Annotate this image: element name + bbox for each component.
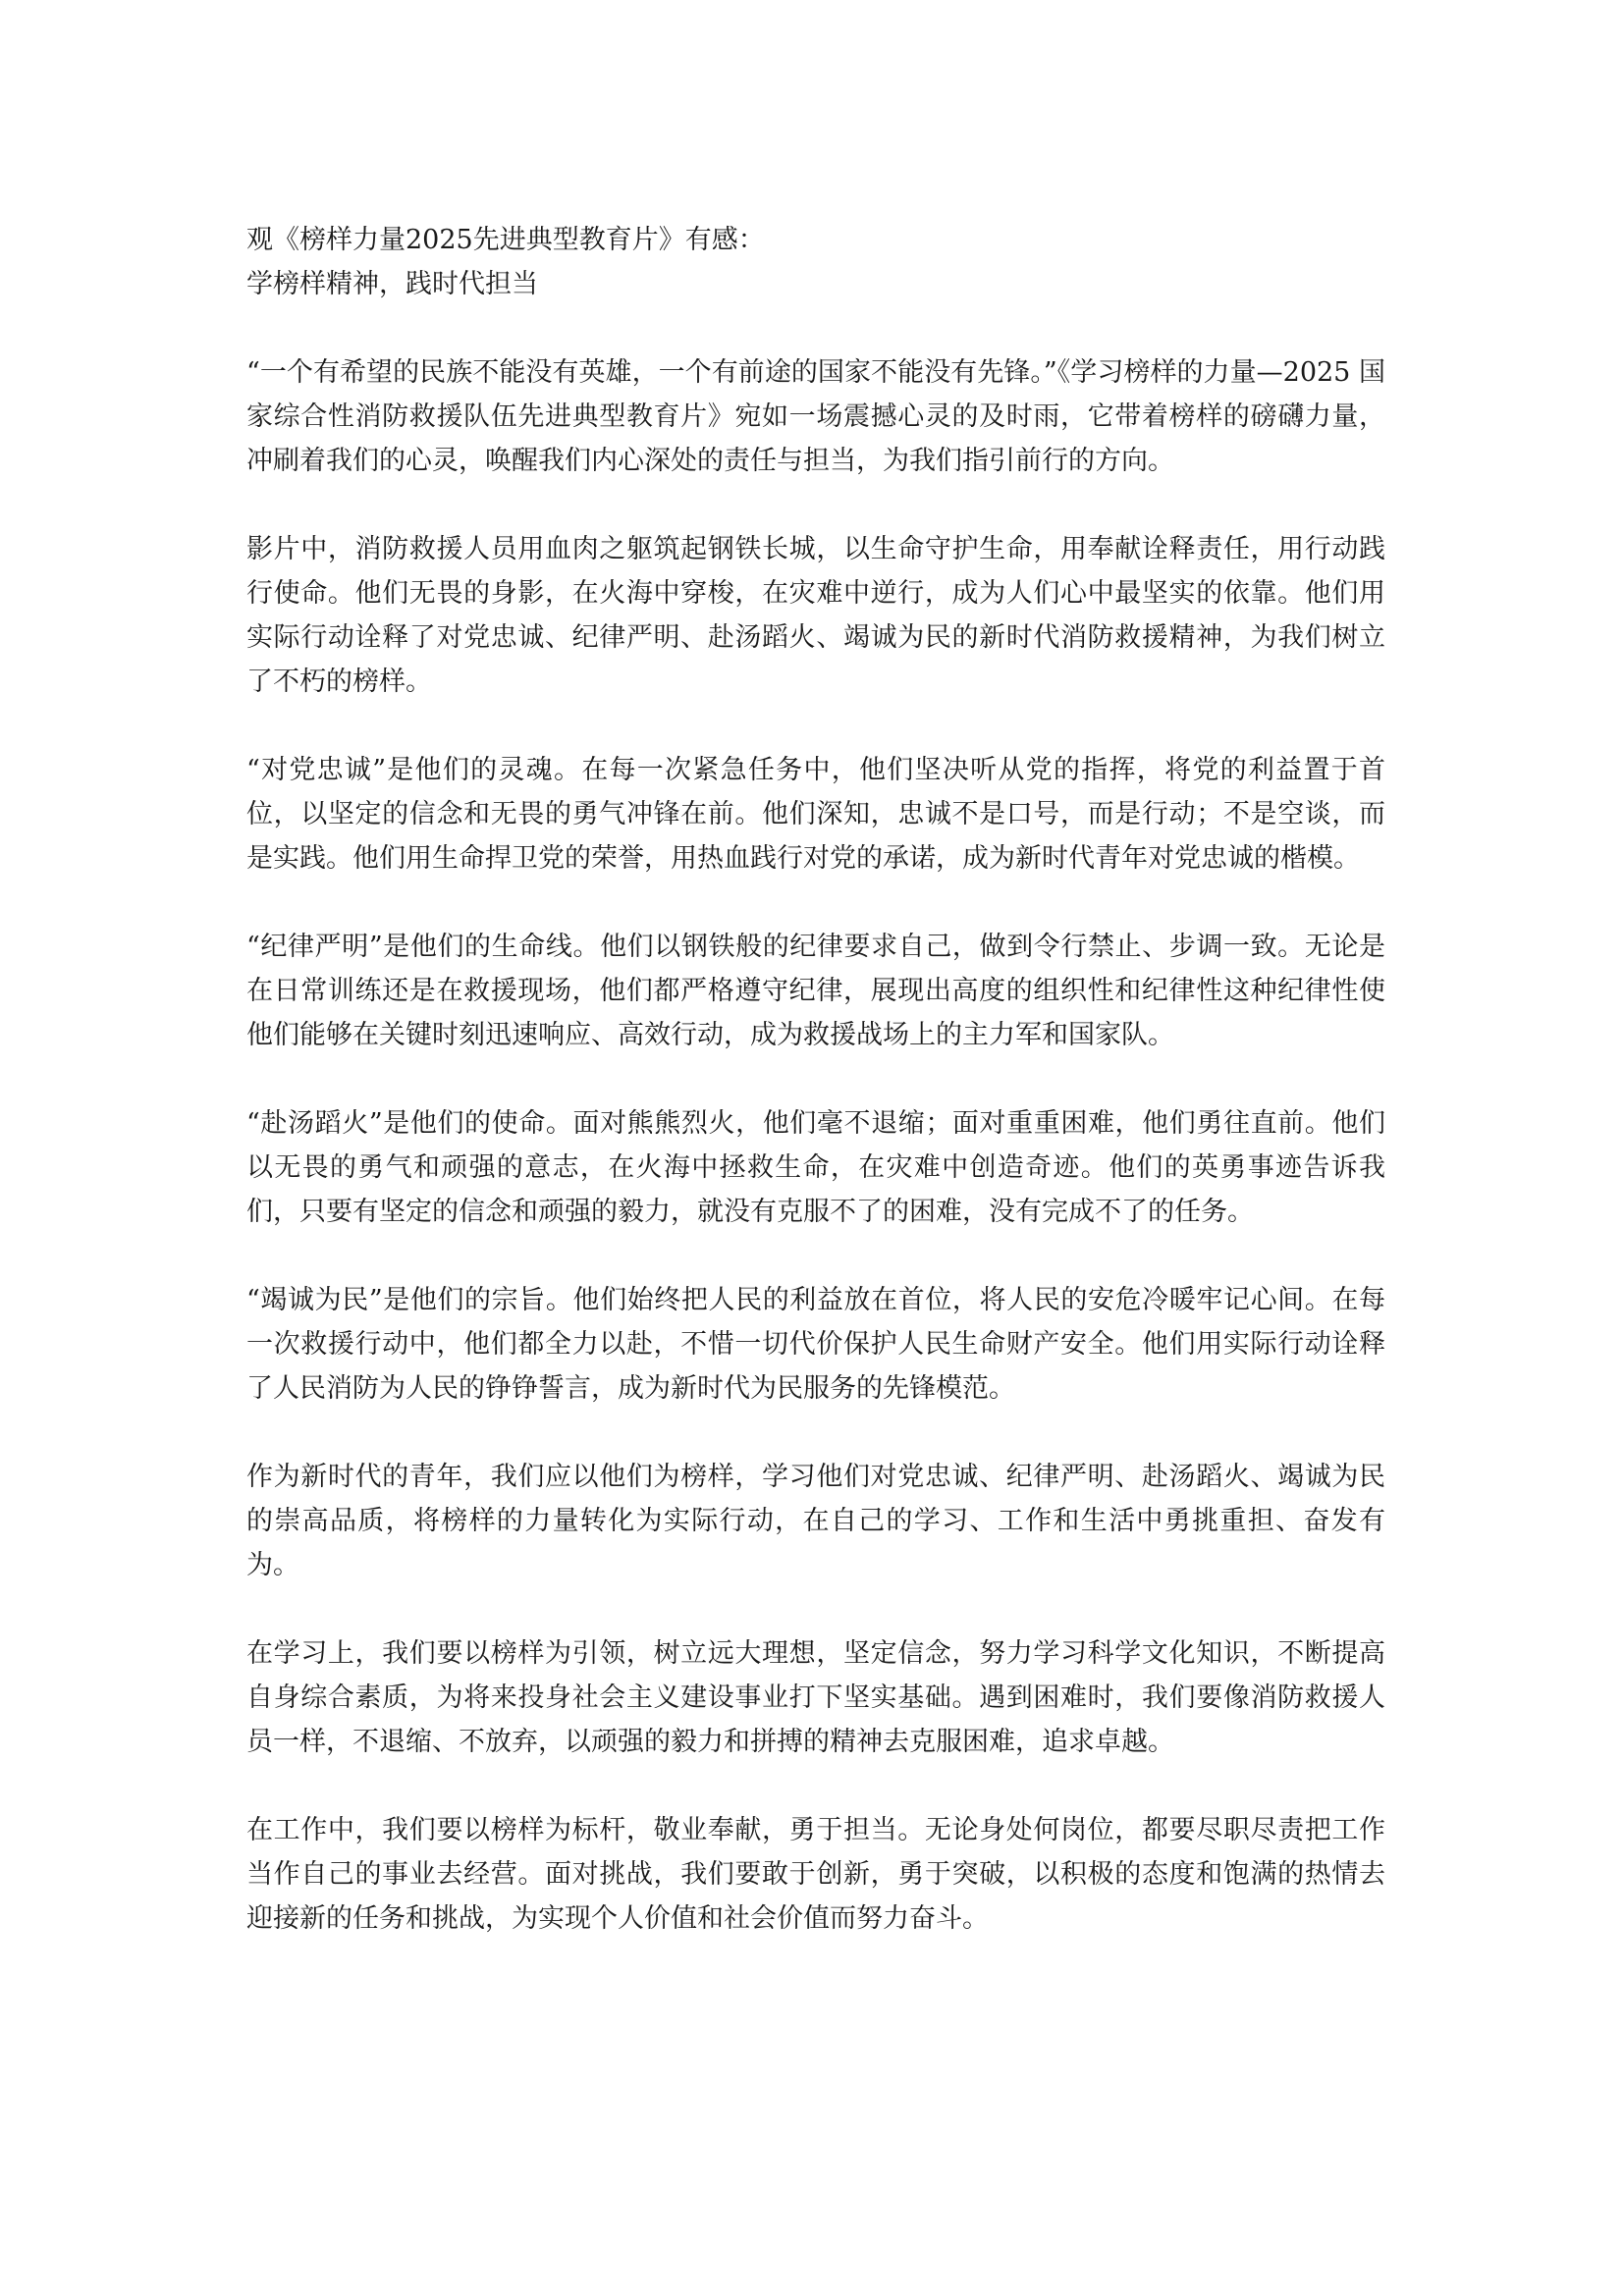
document-subtitle: 学榜样精神，践时代担当 — [246, 269, 538, 299]
paragraph-youth: 作为新时代的青年，我们应以他们为榜样，学习他们对党忠诚、纪律严明、赴汤蹈火、竭诚为民的崇高品质，将榜样的力量转化为实际行动，在自己的学习、工作和生活中勇挑重担、奋发有为。 — [246, 1462, 1385, 1580]
paragraph-courage: “赴汤蹈火”是他们的使命。面对熊熊烈火，他们毫不退缩；面对重重困难，他们勇往直前。他们以无畏的勇气和顽强的意志，在火海中拯救生命，在灾难中创造奇迹。他们的英勇事迹告诉我们，只要有坚定的信念和顽强的毅力，就没有克服不了的困难，没有完成不了的任务。 — [246, 1108, 1385, 1227]
document-body — [246, 218, 1385, 1941]
title-block — [246, 218, 1385, 306]
paragraph-study: 在学习上，我们要以榜样为引领，树立远大理想，坚定信念，努力学习科学文化知识，不断提高自身综合素质，为将来投身社会主义建设事业打下坚实基础。遇到困难时，我们要像消防救援人员一样，不退缩、不放弃，以顽强的毅力和拼搏的精神去克服困难，追求卓越。 — [246, 1638, 1385, 1757]
paragraph-service: “竭诚为民”是他们的宗旨。他们始终把人民的利益放在首位，将人民的安危冷暖牢记心间。在每一次救援行动中，他们都全力以赴，不惜一切代价保护人民生命财产安全。他们用实际行动诠释了人民消防为人民的铮铮誓言，成为新时代为民服务的先锋模范。 — [246, 1285, 1385, 1404]
paragraph-discipline: “纪律严明”是他们的生命线。他们以钢铁般的纪律要求自己，做到令行禁止、步调一致。无论是在日常训练还是在救援现场，他们都严格遵守纪律，展现出高度的组织性和纪律性这种纪律性使他们能够在关键时刻迅速响应、高效行动，成为救援战场上的主力军和国家队。 — [246, 932, 1385, 1050]
paragraph-work: 在工作中，我们要以榜样为标杆，敬业奉献，勇于担当。无论身处何岗位，都要尽职尽责把工作当作自己的事业去经营。面对挑战，我们要敢于创新，勇于突破，以积极的态度和饱满的热情去迎接新的任务和挑战，为实现个人价值和社会价值而努力奋斗。 — [246, 1815, 1385, 1934]
paragraph-loyalty: “对党忠诚”是他们的灵魂。在每一次紧急任务中，他们坚决听从党的指挥，将党的利益置于首位，以坚定的信念和无畏的勇气冲锋在前。他们深知，忠诚不是口号，而是行动；不是空谈，而是实践。他们用生命捍卫党的荣誉，用热血践行对党的承诺，成为新时代青年对党忠诚的楷模。 — [246, 755, 1385, 874]
paragraph-intro: “一个有希望的民族不能没有英雄，一个有前途的国家不能没有先锋。”《学习榜样的力量—2025 国家综合性消防救援队伍先进典型教育片》宛如一场震撼心灵的及时雨，它带着榜样的磅礴力量，冲刷着我们的心灵，唤醒我们内心深处的责任与担当，为我们指引前行的方向。 — [246, 357, 1385, 476]
document-title: 观《榜样力量2025先进典型教育片》有感： — [246, 225, 765, 255]
paragraph-film-summary: 影片中，消防救援人员用血肉之躯筑起钢铁长城，以生命守护生命，用奉献诠释责任，用行动践行使命。他们无畏的身影，在火海中穿梭，在灾难中逆行，成为人们心中最坚实的依靠。他们用实际行动诠释了对党忠诚、纪律严明、赴汤蹈火、竭诚为民的新时代消防救援精神，为我们树立了不朽的榜样。 — [246, 534, 1385, 697]
